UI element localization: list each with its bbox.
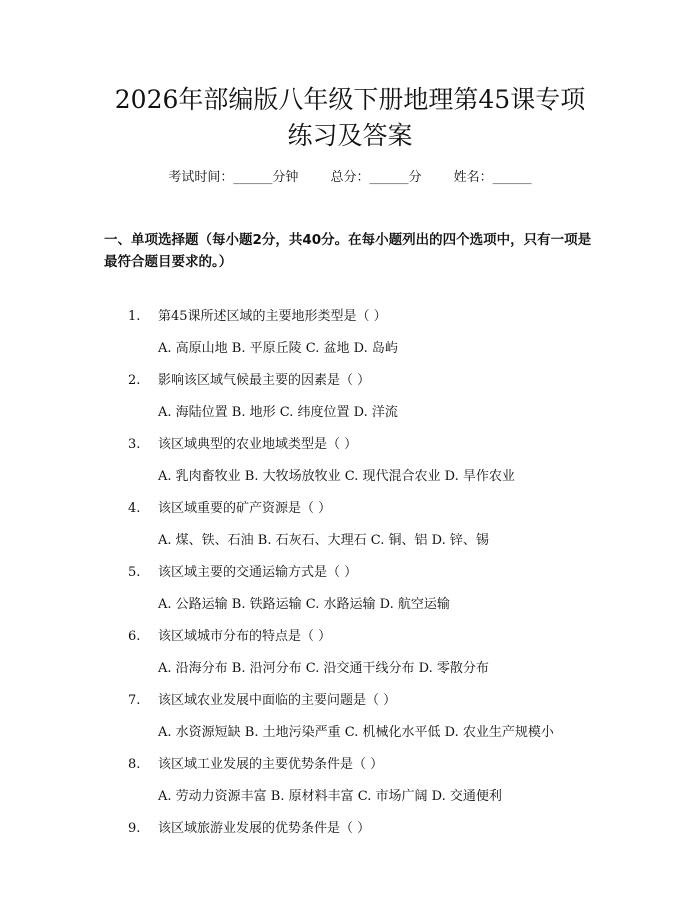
- exam-meta: [0, 168, 700, 188]
- name-field: 姓名：______: [453, 170, 532, 185]
- question-number: 8.: [128, 757, 141, 772]
- question-3-options: A. 乳肉畜牧业 B. 大牧场放牧业 C. 现代混合农业 D. 旱作农业: [158, 469, 515, 484]
- question-number: 9.: [128, 821, 141, 836]
- question-number: 2.: [128, 373, 141, 388]
- question-number: 3.: [128, 437, 141, 452]
- question-stem: 第45课所述区域的主要地形类型是（ ）: [158, 309, 387, 324]
- question-stem: 该区域城市分布的特点是（ ）: [158, 629, 332, 644]
- question-stem: 该区域重要的矿产资源是（ ）: [158, 501, 332, 516]
- page-title-line-1: 2026年部编版八年级下册地理第45课专项: [114, 85, 586, 114]
- question-stem: 该区域工业发展的主要优势条件是（ ）: [158, 757, 384, 772]
- question-number: 1.: [128, 309, 141, 324]
- question-4-options: A. 煤、铁、石油 B. 石灰石、大理石 C. 铜、铝 D. 锌、锡: [158, 533, 489, 548]
- section-heading: 一、单项选择题（每小题2分，共40分。在每小题列出的四个选项中，只有一项是最符合题目要求的。）: [104, 232, 592, 270]
- question-1-options: A. 高原山地 B. 平原丘陵 C. 盆地 D. 岛屿: [158, 341, 398, 356]
- question-stem: 影响该区域气候最主要的因素是（ ）: [158, 373, 371, 388]
- question-number: 7.: [128, 693, 141, 708]
- question-stem: 该区域典型的农业地域类型是（ ）: [158, 437, 358, 452]
- question-number: 4.: [128, 501, 141, 516]
- question-stem: 该区域农业发展中面临的主要问题是（ ）: [158, 693, 397, 708]
- question-number: 6.: [128, 629, 141, 644]
- exam-time-field: 考试时间：______分钟: [168, 170, 299, 185]
- question-5-options: A. 公路运输 B. 铁路运输 C. 水路运输 D. 航空运输: [158, 597, 450, 612]
- page-title-line-2: 练习及答案: [287, 121, 413, 150]
- question-stem: 该区域旅游业发展的优势条件是（ ）: [158, 821, 371, 836]
- question-6-options: A. 沿海分布 B. 沿河分布 C. 沿交通干线分布 D. 零散分布: [158, 661, 489, 676]
- question-number: 5.: [128, 565, 141, 580]
- question-stem: 该区域主要的交通运输方式是（ ）: [158, 565, 358, 580]
- question-8-options: A. 劳动力资源丰富 B. 原材料丰富 C. 市场广阔 D. 交通便利: [158, 789, 502, 804]
- question-2-options: A. 海陆位置 B. 地形 C. 纬度位置 D. 洋流: [158, 405, 398, 420]
- question-7-options: A. 水资源短缺 B. 土地污染严重 C. 机械化水平低 D. 农业生产规模小: [158, 725, 554, 740]
- total-score-field: 总分：______分: [330, 170, 422, 185]
